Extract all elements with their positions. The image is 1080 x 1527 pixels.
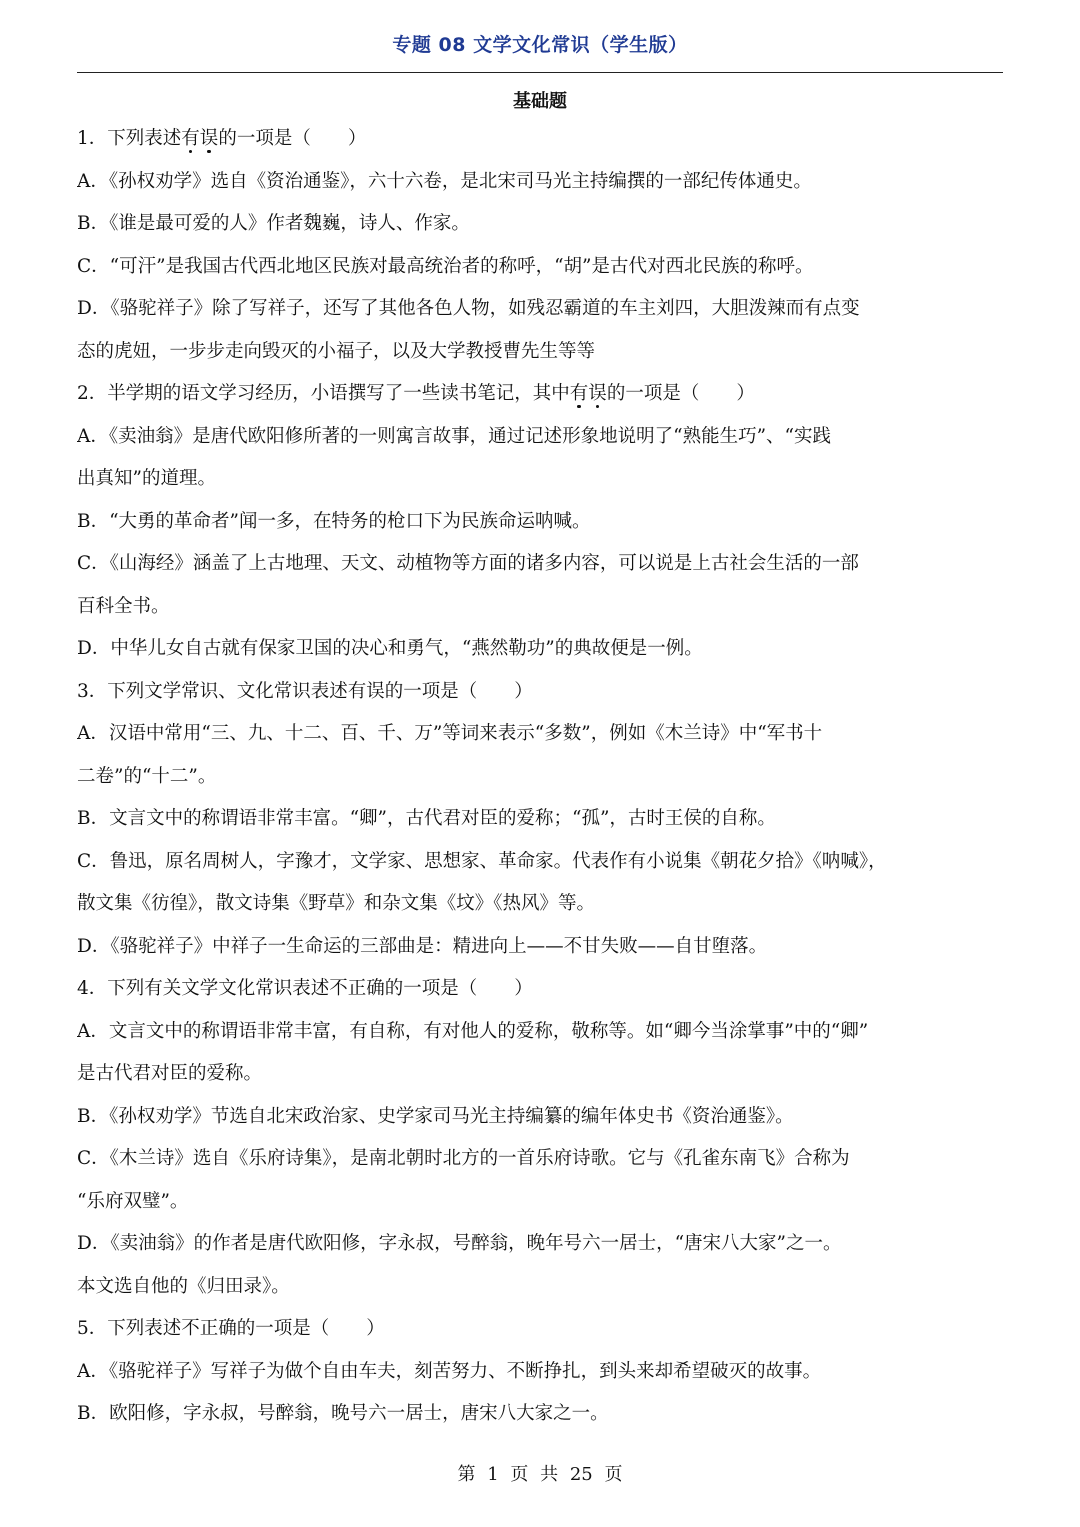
question-block <box>77 671 1007 969</box>
question-stem: 1．下列表述有误的一项是（ ） <box>77 128 367 149</box>
document-header-title: 专题 08 文学文化常识（学生版） <box>392 34 688 56</box>
option-text-line: B．欧阳修，字永叔，号醉翁，晚号六一居士，唐宋八大家之一。 <box>77 1403 609 1424</box>
question-block <box>77 118 1007 373</box>
answer-option <box>77 841 1007 926</box>
option-text-line: B．文言文中的称谓语非常丰富。“卿”，古代君对臣的爱称；“孤”，古时王侯的自称。 <box>77 808 776 829</box>
option-text-line: B．“大勇的革命者”闻一多，在特务的枪口下为民族命运呐喊。 <box>77 510 591 532</box>
section-title: 基础题 <box>513 91 567 112</box>
answer-option <box>77 543 1007 628</box>
question-stem: 3．下列文学常识、文化常识表述有误的一项是（ ） <box>77 680 533 702</box>
option-text-line: “乐府双璧”。 <box>77 1190 189 1212</box>
answer-option <box>77 1011 1007 1096</box>
answer-option <box>77 1223 1007 1308</box>
option-text-line: D．《卖油翁》的作者是唐代欧阳修，字永叔，号醉翁，晚年号六一居士，“唐宋八大家”之一。 <box>77 1233 842 1254</box>
answer-option <box>77 416 1007 501</box>
answer-option <box>77 713 1007 798</box>
option-text-line: 二卷”的“十二”。 <box>77 765 217 787</box>
option-text-line: D．《骆驼祥子》除了写祥子，还写了其他各色人物，如残忍霸道的车主刘四，大胆泼辣而有点变 <box>77 298 860 319</box>
option-text-line: D．中华儿女自古就有保家卫国的决心和勇气，“燕然勒功”的典故便是一例。 <box>77 638 703 659</box>
page-footer: 第 1 页 共 25 页 <box>457 1464 623 1485</box>
answer-option <box>77 1393 1007 1436</box>
answer-option <box>77 1351 1007 1394</box>
question-block <box>77 373 1007 671</box>
emphasis-dot-char: 误 <box>199 128 219 149</box>
answer-option <box>77 501 1007 544</box>
option-text-line: A．《卖油翁》是唐代欧阳修所著的一则寓言故事，通过记述形象地说明了“熟能生巧”、“实践 <box>77 425 831 447</box>
question-block <box>77 1308 1007 1436</box>
option-text-line: C．《山海经》涵盖了上古地理、天文、动植物等方面的诸多内容，可以说是上古社会生活的一部 <box>77 553 859 574</box>
option-text-line: B．《谁是最可爱的人》作者魏巍，诗人、作家。 <box>77 213 470 234</box>
option-text-line: C．鲁迅，原名周树人，字豫才，文学家、思想家、革命家。代表作有小说集《朝花夕拾》《呐喊》， <box>77 850 887 872</box>
option-text-line: 散文集《彷徨》，散文诗集《野草》和杂文集《坟》《热风》等。 <box>77 893 596 914</box>
question-block <box>77 968 1007 1308</box>
option-text-line: A．汉语中常用“三、九、十二、百、千、万”等词来表示“多数”，例如《木兰诗》中“军书十 <box>77 723 823 744</box>
question-stem: 2．半学期的语文学习经历，小语撰写了一些读书笔记，其中有误的一项是（ ） <box>77 383 755 404</box>
option-text-line: C．《木兰诗》选自《乐府诗集》，是南北朝时北方的一首乐府诗歌。它与《孔雀东南飞》合称为 <box>77 1148 850 1169</box>
answer-option <box>77 798 1007 841</box>
emphasis-dot-char: 误 <box>588 383 607 404</box>
option-text-line: 出真知”的道理。 <box>77 468 216 489</box>
option-text-line: D．《骆驼祥子》中祥子一生命运的三部曲是：精进向上——不甘失败——自甘堕落。 <box>77 935 768 957</box>
option-text-line: A．文言文中的称谓语非常丰富，有自称，有对他人的爱称，敬称等。如“卿今当涂掌事”中的“卿” <box>77 1020 869 1042</box>
option-text-line: A．《骆驼祥子》写祥子为做个自由车夫，刻苦努力、不断挣扎，到头来却希望破灭的故事。 <box>77 1360 822 1382</box>
option-text-line: 是古代君对臣的爱称。 <box>77 1063 263 1084</box>
answer-option <box>77 288 1007 373</box>
question-stem: 5．下列表述不正确的一项是（ ） <box>77 1318 385 1339</box>
question-list <box>77 118 1007 1436</box>
answer-option <box>77 926 1007 969</box>
answer-option <box>77 1138 1007 1223</box>
answer-option <box>77 161 1007 204</box>
answer-option <box>77 1096 1007 1139</box>
answer-option <box>77 246 1007 289</box>
option-text-line: 百科全书。 <box>77 595 170 617</box>
option-text-line: 态的虎妞，一步步走向毁灭的小福子，以及大学教授曹先生等等 <box>77 340 596 362</box>
answer-option <box>77 628 1007 671</box>
answer-option <box>77 203 1007 246</box>
question-stem: 4．下列有关文学文化常识表述不正确的一项是（ ） <box>77 978 533 999</box>
emphasis-dot-char: 有 <box>569 383 589 404</box>
option-text-line: A．《孙权劝学》选自《资治通鉴》，六十六卷，是北宋司马光主持编撰的一部纪传体通史。 <box>77 170 812 192</box>
header-divider <box>77 72 1003 73</box>
option-text-line: C．“可汗”是我国古代西北地区民族对最高统治者的称呼，“胡”是古代对西北民族的称呼。 <box>77 255 814 277</box>
option-text-line: 本文选自他的《归田录》。 <box>77 1275 290 1297</box>
option-text-line: B．《孙权劝学》节选自北宋政治家、史学家司马光主持编纂的编年体史书《资治通鉴》。 <box>77 1105 794 1127</box>
emphasis-dot-char: 有 <box>181 128 200 149</box>
